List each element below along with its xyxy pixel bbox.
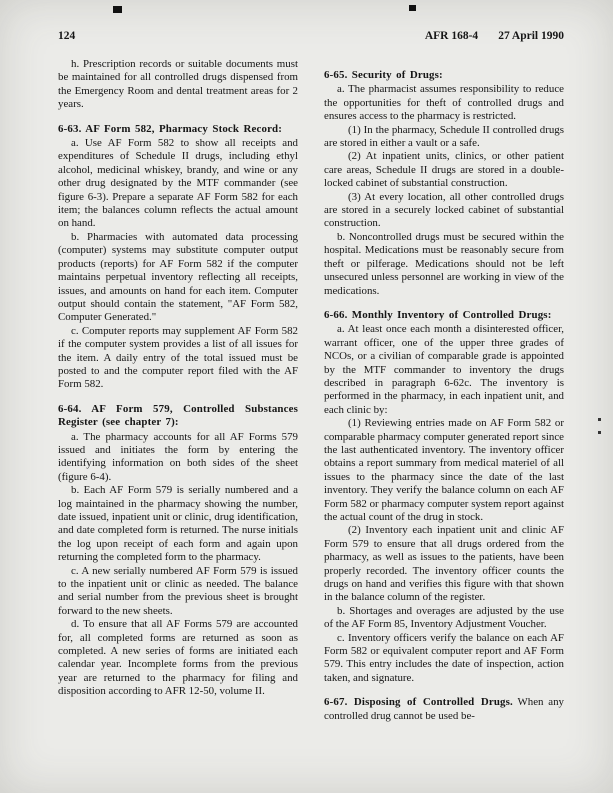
paragraph-6-66a2: (2) Inventory each inpatient unit and clinic AF Form 579 to ensure that all drugs ordered from the pharmacy, as well as issues to the patients, have been properly recorded. The inventory officer counts the drugs on hand and verifies this figure with that shown in the balance column of the register. (324, 524, 564, 604)
paragraph-6-66a1: (1) Reviewing entries made on AF Form 582 or comparable pharmacy computer generated report since the last authenticated inventory. The inventory officer obtains a report summary from medical materiel of all issues to the pharmacy since the date of the last inventory. They verify the balance column on each AF Form 582 or pharmacy computer system report against the actual count of the drug in stock. (324, 417, 564, 523)
paragraph-6-66a: a. At least once each month a disinterested officer, warrant officer, one of the upper three grades of NCOs, or a civilian of comparable grade is appointed by the MTF commander to inventory the drugs described in paragraph 6-62c. The inventory is performed in the pharmacy, in each inpatient unit, and each clinic by: (324, 323, 564, 416)
scan-artifact-mark (598, 418, 601, 434)
paragraph-6-64a: a. The pharmacy accounts for all AF Forms 579 issued and initiates the form by entering the identifying information on both sides of the sheet (figure 6-4). (58, 430, 298, 483)
page-number: 124 (58, 30, 76, 42)
paragraph-6-63c: c. Computer reports may supplement AF Form 582 if the computer system provides a list of all issues for the item. A daily entry of the total issued must be posted to and the computer report filed with the AF Form 582. (58, 324, 298, 391)
section-6-67 (324, 696, 564, 723)
regulation-date: 27 April 1990 (498, 30, 564, 42)
section-heading-6-66: 6-66. Monthly Inventory of Controlled Drugs: (324, 308, 552, 321)
paragraph-6-63b: b. Pharmacies with automated data processing (computer) systems may substitute computer output products (reports) for AF Form 582 if the computer maintains perpetual inventory reflecting all receipts, issues, and amounts on hand for each item. Computer output should contain the statement, "AF Form 582, Computer Generated." (58, 230, 298, 324)
paragraph-6-64c: c. A new serially numbered AF Form 579 is issued to the inpatient unit or clinic as needed. The balance and serial number from the previous sheet is brought forward to the new sheets. (58, 564, 298, 617)
section-heading-6-65: 6-65. Security of Drugs: (324, 69, 443, 81)
page-header (58, 30, 564, 42)
right-column (324, 58, 564, 723)
paragraph-6-64b: b. Each AF Form 579 is serially numbered and a log maintained in the pharmacy showing the number, date issued, inpatient unit or clinic, drug identification, and date completed form is returned. The nurse initials the log upon receipt of each form and again upon returning the completed form to the pharmacy. (58, 484, 298, 564)
paragraph-6-66c: c. Inventory officers verify the balance on each AF Form 582 or equivalent computer report and AF Form 579. This entry includes the date of inspection, action taken, and signature. (324, 631, 564, 684)
section-heading-6-64: 6-64. AF Form 579, Controlled Substances Register (see chapter 7): (58, 402, 298, 429)
section-heading-6-63: 6-63. AF Form 582, Pharmacy Stock Record: (58, 122, 283, 135)
paragraph-6-65a2: (2) At inpatient units, clinics, or other patient care areas, Schedule II drugs are stored in a double-locked cabinet of substantial construction. (324, 150, 564, 190)
scan-artifact-mark (113, 6, 122, 13)
paragraph-h: h. Prescription records or suitable documents must be maintained for all controlled drugs dispensed from the Emergency Room and dental treatment areas for 2 years. (58, 58, 298, 111)
section-heading-6-67: 6-67. Disposing of Controlled Drugs. (324, 696, 513, 709)
paragraph-6-65b: b. Noncontrolled drugs must be secured within the hospital. Medications must be reasonably secure from theft or pilferage. Medications should not be left unsecured unless personnel are working in view of the medications. (324, 230, 564, 297)
paragraph-6-64d: d. To ensure that all AF Forms 579 are accounted for, all completed forms are returned as soon as completed. A new series of forms are initiated each calendar year. Incomplete forms from the previous year are returned to the pharmacy for filing and disposition according to AFR 12-50, volume II. (58, 618, 298, 698)
paragraph-6-66b: b. Shortages and overages are adjusted by the use of the AF Form 85, Inventory Adjustment Voucher. (324, 604, 564, 631)
paragraph-6-63a: a. Use AF Form 582 to show all receipts and expenditures of Schedule II drugs, including ethyl alcohol, medicinal whiskey, brandy, and wine or any other drug designated by the MTF commander (see figure 6-3). Prepare a separate AF Form 582 for each item; the balances column reflects the actual amount on hand. (58, 137, 298, 230)
two-column-body (58, 58, 564, 723)
paragraph-6-67-text: When any controlled drug cannot be used be- (324, 696, 565, 722)
regulation-number: AFR 168-4 (424, 30, 479, 42)
paragraph-6-65a1: (1) In the pharmacy, Schedule II controlled drugs are stored in either a vault or a safe. (324, 123, 564, 150)
paragraph-6-65a3: (3) At every location, all other controlled drugs are stored in a securely locked cabinet of substantial construction. (324, 190, 564, 230)
scan-artifact-mark (409, 5, 416, 11)
left-column (58, 58, 298, 723)
header-right (425, 30, 564, 42)
paragraph-6-65a: a. The pharmacist assumes responsibility to reduce the opportunities for theft of controlled drugs and ensures access to the pharmacy is restricted. (324, 83, 564, 123)
